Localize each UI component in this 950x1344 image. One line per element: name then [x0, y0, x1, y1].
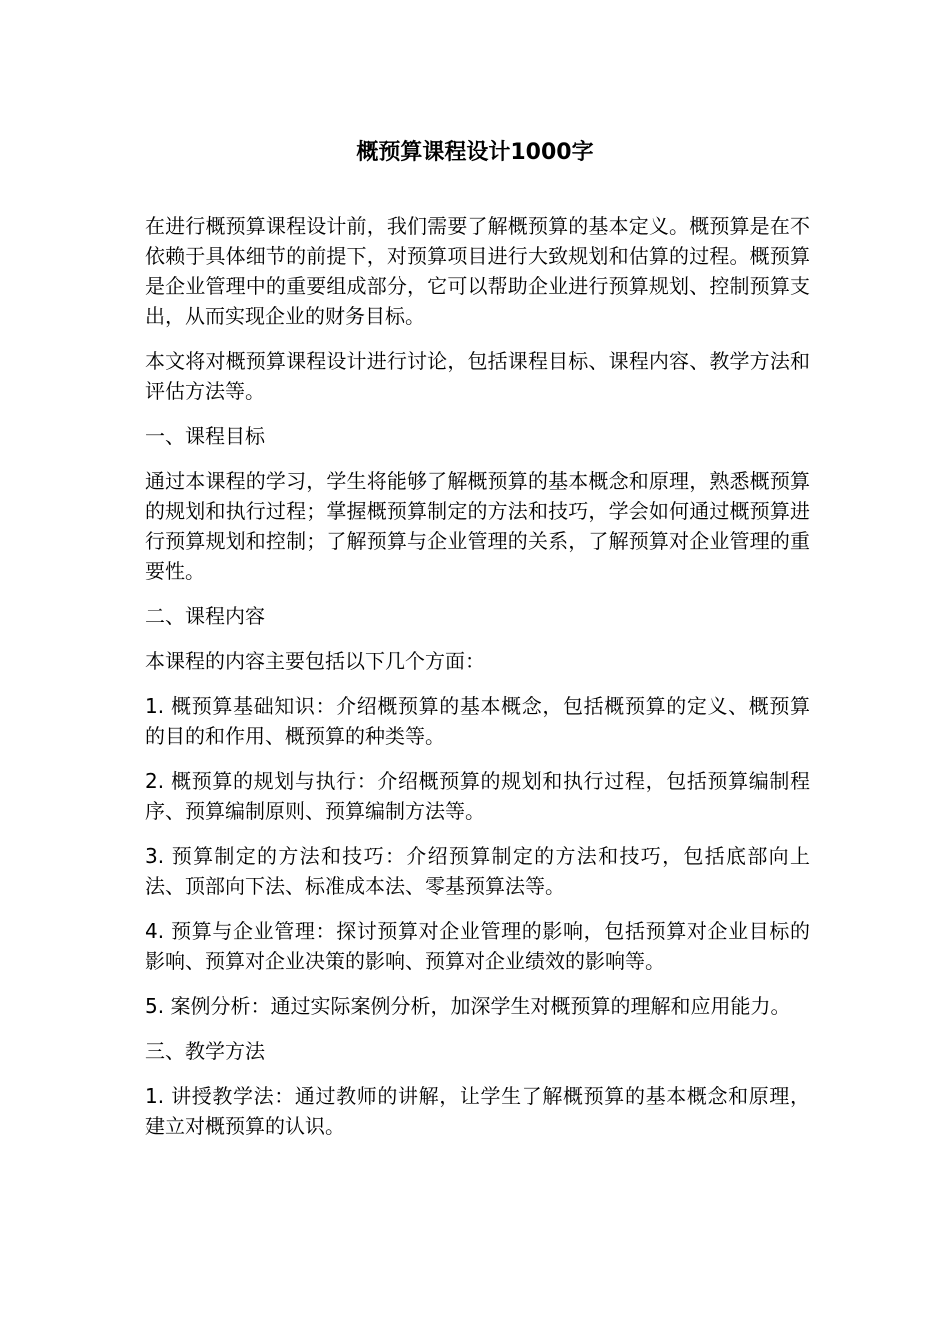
document-title: 概预算课程设计1000字: [356, 140, 594, 165]
paragraph-content-intro: 本课程的内容主要包括以下几个方面：: [145, 649, 485, 673]
list-item-content-1: 1. 概预算基础知识：介绍概预算的基本概念，包括概预算的定义、概预算的目的和作用、概预算的种类等。: [145, 694, 810, 748]
paragraph-intro-definition: 在进行概预算课程设计前，我们需要了解概预算的基本定义。概预算是在不依赖于具体细节的前提下，对预算项目进行大致规划和估算的过程。概预算是企业管理中的重要组成部分，它可以帮助企业进行预算规划、控制预算支出，从而实现企业的财务目标。: [145, 214, 810, 328]
list-item-content-2: 2. 概预算的规划与执行：介绍概预算的规划和执行过程，包括预算编制程序、预算编制原则、预算编制方法等。: [145, 769, 810, 823]
paragraph-course-goals: 通过本课程的学习，学生将能够了解概预算的基本概念和原理，熟悉概预算的规划和执行过程；掌握概预算制定的方法和技巧，学会如何通过概预算进行预算规划和控制；了解预算与企业管理的关系，了解预算对企业管理的重要性。: [145, 469, 810, 583]
document-body: [145, 211, 810, 1156]
section-heading-teaching-methods: 三、教学方法: [145, 1039, 265, 1063]
list-item-method-1: 1. 讲授教学法：通过教师的讲解，让学生了解概预算的基本概念和原理，建立对概预算的认识。: [145, 1084, 810, 1138]
list-item-content-4: 4. 预算与企业管理：探讨预算对企业管理的影响，包括预算对企业目标的影响、预算对企业决策的影响、预算对企业绩效的影响等。: [145, 919, 810, 973]
list-item-content-3: 3. 预算制定的方法和技巧：介绍预算制定的方法和技巧，包括底部向上法、顶部向下法、标准成本法、零基预算法等。: [145, 844, 810, 898]
list-item-content-5: 5. 案例分析：通过实际案例分析，加深学生对概预算的理解和应用能力。: [145, 994, 791, 1018]
section-heading-course-content: 二、课程内容: [145, 604, 265, 628]
paragraph-intro-scope: 本文将对概预算课程设计进行讨论，包括课程目标、课程内容、教学方法和评估方法等。: [145, 349, 810, 403]
section-heading-course-goals: 一、课程目标: [145, 424, 265, 448]
